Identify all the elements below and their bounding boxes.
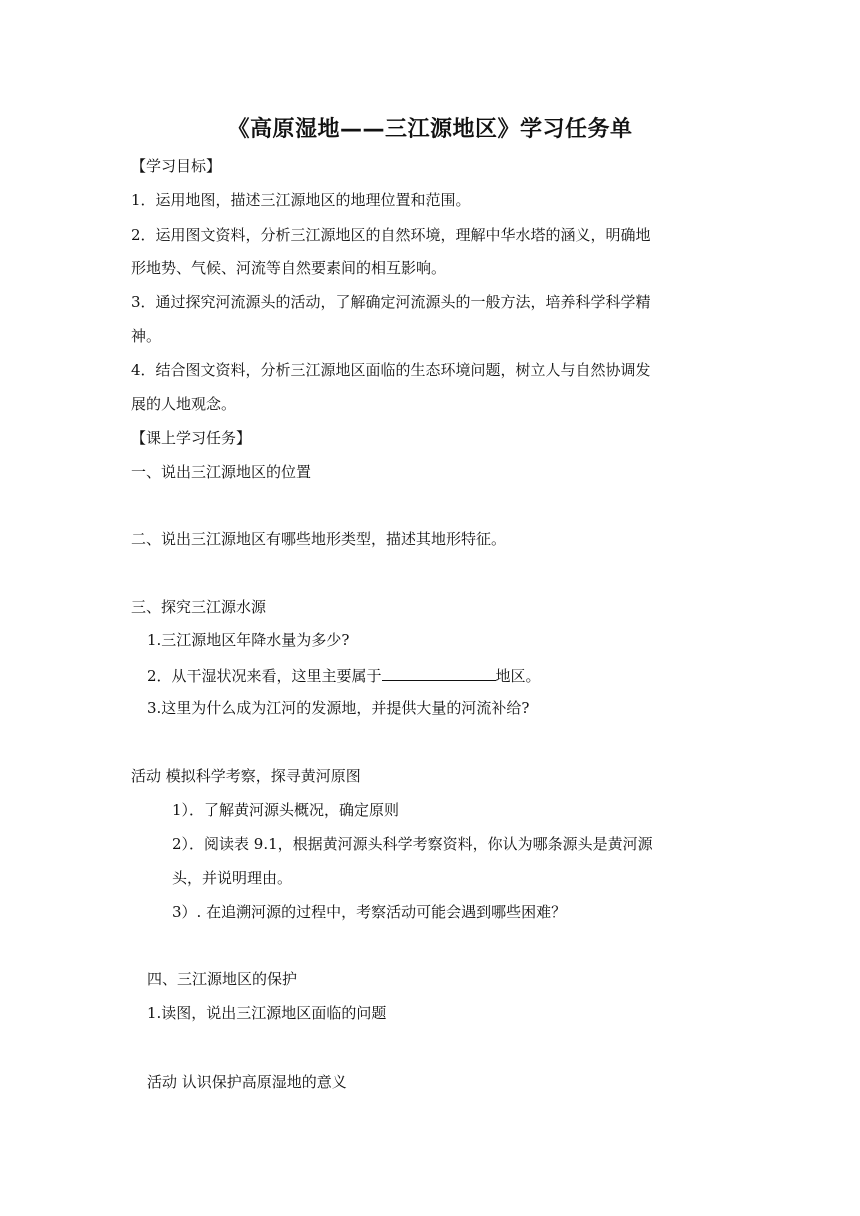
answer-blank[interactable] <box>382 664 496 681</box>
task-3-question-1: 1.三江源地区年降水量为多少? <box>147 631 350 649</box>
task-3-question-2 <box>147 664 740 686</box>
task-3-heading: 三、探究三江源水源 <box>131 598 267 616</box>
question-2-text-before: 2．从干湿状况来看，这里主要属于 <box>147 667 382 685</box>
activity-1-step-2-line-2: 头，并说明理由。 <box>172 869 293 887</box>
task-1: 一、说出三江源地区的位置 <box>131 463 312 481</box>
objective-3-line-1: 3．通过探究河流源头的活动，了解确定河流源头的一般方法，培养科学科学精 <box>131 293 651 311</box>
task-4-question-1: 1.读图，说出三江源地区面临的问题 <box>147 1004 387 1022</box>
activity-1-step-2-line-1: 2）．阅读表 9.1，根据黄河源头科学考察资料，你认为哪条源头是黄河源 <box>172 835 653 853</box>
objectives-heading: 【学习目标】 <box>131 157 222 175</box>
objective-4-line-1: 4．结合图文资料，分析三江源地区面临的生态环境问题，树立人与自然协调发 <box>131 361 651 379</box>
objective-3-line-2: 神。 <box>131 327 162 345</box>
page-title: 《高原湿地——三江源地区》学习任务单 <box>227 117 633 142</box>
objective-2-line-2: 形地势、气候、河流等自然要素间的相互影响。 <box>131 259 447 277</box>
activity-2-heading: 活动 认识保护高原湿地的意义 <box>147 1073 347 1091</box>
activity-1-step-1: 1）．了解黄河源头概况，确定原则 <box>172 801 400 819</box>
question-2-text-after: 地区。 <box>495 667 541 685</box>
activity-1-heading: 活动 模拟科学考察，探寻黄河原图 <box>131 767 361 785</box>
tasks-heading: 【课上学习任务】 <box>131 429 252 447</box>
objective-1: 1．运用地图，描述三江源地区的地理位置和范围。 <box>131 191 471 209</box>
activity-1-step-3: 3）. 在追溯河源的过程中，考察活动可能会遇到哪些困难？ <box>172 903 567 921</box>
task-2: 二、说出三江源地区有哪些地形类型，描述其地形特征。 <box>131 530 507 548</box>
objective-2-line-1: 2．运用图文资料，分析三江源地区的自然环境，理解中华水塔的涵义，明确地 <box>131 226 651 244</box>
objective-4-line-2: 展的人地观念。 <box>131 395 237 413</box>
task-3-question-3: 3.这里为什么成为江河的发源地，并提供大量的河流补给? <box>147 699 530 717</box>
task-4-heading: 四、三江源地区的保护 <box>147 970 298 988</box>
